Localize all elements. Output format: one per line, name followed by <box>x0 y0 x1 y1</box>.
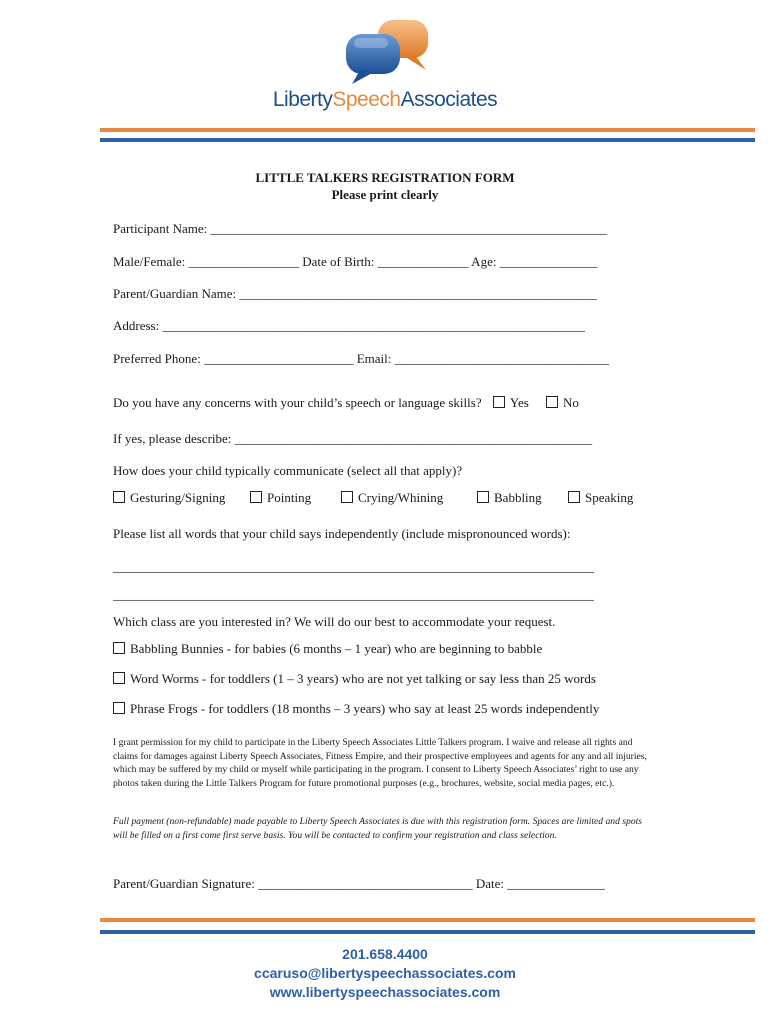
top-stripe-blue <box>100 138 755 142</box>
speaking-label: Speaking <box>585 490 634 505</box>
payment-text: Full payment (non-refundable) made payable to Liberty Speech Associates is due with this registration form. Spaces are limited and spots will be filled on a first come first serve basis. You will be contacted to confirm your registration and class selection. <box>113 816 643 841</box>
pointing-checkbox[interactable] <box>250 491 262 503</box>
pointing-label: Pointing <box>267 490 312 505</box>
speaking-checkbox[interactable] <box>568 491 580 503</box>
describe-field[interactable]: If yes, please describe: _______________________________________________________ <box>113 431 593 446</box>
class-option <box>113 701 599 717</box>
form-subtitle: Please print clearly <box>331 187 439 202</box>
communicate-option <box>568 490 633 506</box>
yes-label: Yes <box>509 395 529 410</box>
permission-text: I grant permission for my child to participate in the Liberty Speech Associates Little Talkers program. I waive and release all rights and claims for damages against Liberty Speech Associates, Fitness Empire, and their prospective employees and agents for any and all injuries, which may be suffered by my child or myself while participating in the program. I consent to Liberty Speech Associates’ right to use any photos taken during the Little Talkers Program for future promotional purposes (e.g., brochures, website, social media pages, etc.). <box>113 737 647 789</box>
brand-part-2: Speech <box>332 88 401 111</box>
parent-name-field[interactable]: Parent/Guardian Name: _______________________________________________________ <box>113 286 597 301</box>
phrase-frogs-checkbox[interactable] <box>113 702 125 714</box>
class-option <box>113 671 596 687</box>
gender-dob-age-field[interactable]: Male/Female: _________________ Date of Birth: ______________ Age: _______________ <box>113 254 598 269</box>
words-line-2[interactable]: __________________________________________________________________________ <box>113 587 594 602</box>
brand-part-3: Associates <box>400 88 498 111</box>
babbling-bunnies-checkbox[interactable] <box>113 642 125 654</box>
signature-field[interactable]: Parent/Guardian Signature: _________________________________ Date: _______________ <box>113 876 605 891</box>
no-checkbox[interactable] <box>546 396 558 408</box>
brand-part-1: Liberty <box>272 88 333 111</box>
concerns-row <box>113 395 579 411</box>
speech-bubbles-logo-icon <box>330 18 440 88</box>
communicate-option <box>113 490 225 506</box>
participant-name-field[interactable]: Participant Name: _____________________________________________________________ <box>113 221 607 236</box>
no-label: No <box>563 395 579 410</box>
top-stripe-orange <box>100 128 755 132</box>
footer-phone: 201.658.4400 <box>342 946 428 962</box>
bottom-stripe-orange <box>100 918 755 922</box>
babbling-label: Babbling <box>494 490 542 505</box>
phone-email-field[interactable]: Preferred Phone: _______________________ Email: _________________________________ <box>113 351 610 366</box>
class-question: Which class are you interested in? We will do our best to accommodate your request. <box>113 614 556 629</box>
word-worms-label: Word Worms - for toddlers (1 – 3 years) who are not yet talking or say less than 25 words <box>130 671 596 686</box>
address-field[interactable]: Address: _________________________________________________________________ <box>113 318 585 333</box>
brand-name <box>0 88 770 112</box>
footer-email[interactable]: ccaruso@libertyspeechassociates.com <box>254 965 516 981</box>
communicate-option <box>477 490 542 506</box>
concerns-question: Do you have any concerns with your child’s speech or language skills? <box>113 395 482 410</box>
bottom-stripe-blue <box>100 930 755 934</box>
class-option <box>113 641 542 657</box>
communicate-option <box>341 490 443 506</box>
communicate-option <box>250 490 311 506</box>
words-question: Please list all words that your child says independently (include mispronounced words): <box>113 526 571 541</box>
words-line-1[interactable]: __________________________________________________________________________ <box>113 559 594 574</box>
footer-website[interactable]: www.libertyspeechassociates.com <box>269 984 501 1000</box>
babbling-checkbox[interactable] <box>477 491 489 503</box>
crying-checkbox[interactable] <box>341 491 353 503</box>
gesturing-checkbox[interactable] <box>113 491 125 503</box>
babbling-bunnies-label: Babbling Bunnies - for babies (6 months – 1 year) who are beginning to babble <box>130 641 543 656</box>
phrase-frogs-label: Phrase Frogs - for toddlers (18 months – 3 years) who say at least 25 words independently <box>130 701 600 716</box>
gesturing-label: Gesturing/Signing <box>130 490 226 505</box>
form-title: LITTLE TALKERS REGISTRATION FORM <box>255 170 515 185</box>
communicate-question: How does your child typically communicate (select all that apply)? <box>113 463 463 478</box>
word-worms-checkbox[interactable] <box>113 672 125 684</box>
crying-label: Crying/Whining <box>358 490 444 505</box>
yes-checkbox[interactable] <box>493 396 505 408</box>
